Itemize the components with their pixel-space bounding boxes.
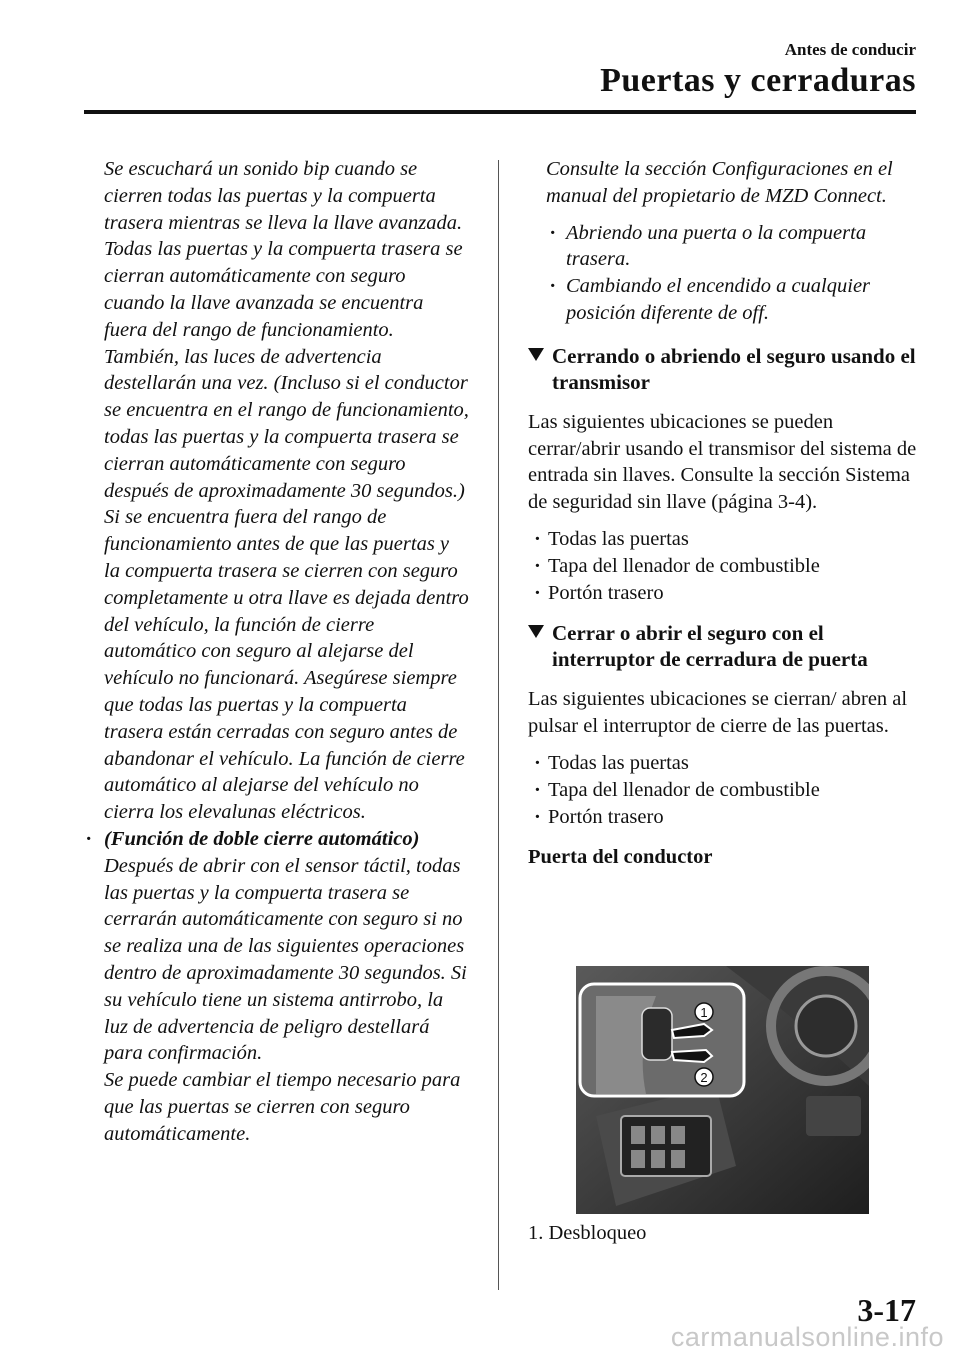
header-section: Antes de conducir: [784, 40, 916, 59]
list-item: · Todas las puertas: [528, 526, 918, 553]
triangle-icon: [528, 348, 544, 361]
figure-caption: 1. Desbloqueo: [528, 1222, 647, 1244]
list-item: · Portón trasero: [528, 804, 918, 831]
list-item: · Abriendo una puerta o la compuerta trasera.: [528, 220, 918, 274]
section-lock-switch: [528, 620, 918, 672]
list-item: · Tapa del llenador de combustible: [528, 777, 918, 804]
section-transmitter-body: Las siguientes ubicaciones se pueden cerrar/abrir usando el transmisor del sistema de entrada sin llaves. Consulte la sección Sistema de seguridad sin llave (página 3-4).: [528, 410, 917, 514]
section-lock-switch-body: Las siguientes ubicaciones se cierran/ abren al pulsar el interruptor de cierre de las puertas.: [528, 688, 908, 738]
page-number: 3-17: [857, 1292, 916, 1328]
list-item: · Todas las puertas: [528, 750, 918, 777]
section-lock-switch-title: Cerrar o abrir el seguro con el interruptor de cerradura de puerta: [552, 621, 868, 672]
mzd-connect-note: Consulte la sección Configuraciones en el manual del propietario de MZD Connect.: [546, 158, 893, 207]
column-divider: [498, 160, 499, 1290]
triangle-icon: [528, 625, 544, 638]
transmitter-locations: [528, 526, 918, 606]
header-rule: [84, 110, 916, 114]
door-switch-illustration: [576, 966, 869, 1214]
list-item: · Portón trasero: [528, 580, 918, 607]
section-transmitter: [528, 343, 918, 395]
callout-2: 2: [700, 1070, 708, 1085]
double-lock-title: · (Función de doble cierre automático): [104, 827, 420, 850]
double-lock-body-2: Se puede cambiar el tiempo necesario para que las puertas se cierren con seguro automáticamente.: [104, 1069, 461, 1145]
list-item: · Cambiando el encendido a cualquier posición diferente de off.: [528, 273, 918, 327]
switch-locations: [528, 750, 918, 830]
double-lock-body: Después de abrir con el sensor táctil, todas las puertas y la compuerta trasera se cerrarán automáticamente con seguro si no se realiza una de las siguientes operaciones dentro de aproximadamente 30 segundos. Si su vehículo tiene un sistema antirrobo, la luz de advertencia de peligro destellará para confirmación.: [104, 854, 467, 1065]
door-switch-photo: [576, 966, 869, 1214]
left-column: [86, 156, 470, 1147]
right-column: [528, 156, 918, 871]
double-lock-bullet: [86, 826, 470, 1148]
auto-lock-note: Se escuchará un sonido bip cuando se cierren todas las puertas y la compuerta trasera mientras se lleva la llave avanzada. Todas las puertas y la compuerta trasera se cierran automáticamente con seguro cuando la llave avanzada se encuentra fuera del rango de funcionamiento. También, las luces de advertencia destellarán una vez. (Incluso si el conductor se encuentra en el rango de funcionamiento, todas las puertas y la compuerta trasera se cierran automáticamente con seguro después de aproximadamente 30 segundos.) Si se encuentra fuera del rango de funcionamiento antes de que las puertas y la compuerta trasera se cierren con seguro completamente u otra llave es dejada dentro del vehículo, la función de cierre automático con seguro al alejarse del vehículo no funcionará. Asegúrese siempre que todas las puertas y la compuerta trasera están cerradas con seguro antes de abandonar el vehículo. La función de cierre automático al alejarse del vehículo no cierra los elevalunas eléctricos.: [104, 158, 469, 824]
watermark: carmanualsonline.info: [670, 1322, 944, 1352]
operations-list: [528, 220, 918, 327]
list-item: · Tapa del llenador de combustible: [528, 553, 918, 580]
callout-1: 1: [700, 1005, 708, 1020]
section-transmitter-title: Cerrando o abriendo el seguro usando el transmisor: [552, 343, 916, 394]
page-title: Puertas y cerraduras: [600, 62, 916, 99]
driver-door-label: Puerta del conductor: [528, 846, 713, 869]
